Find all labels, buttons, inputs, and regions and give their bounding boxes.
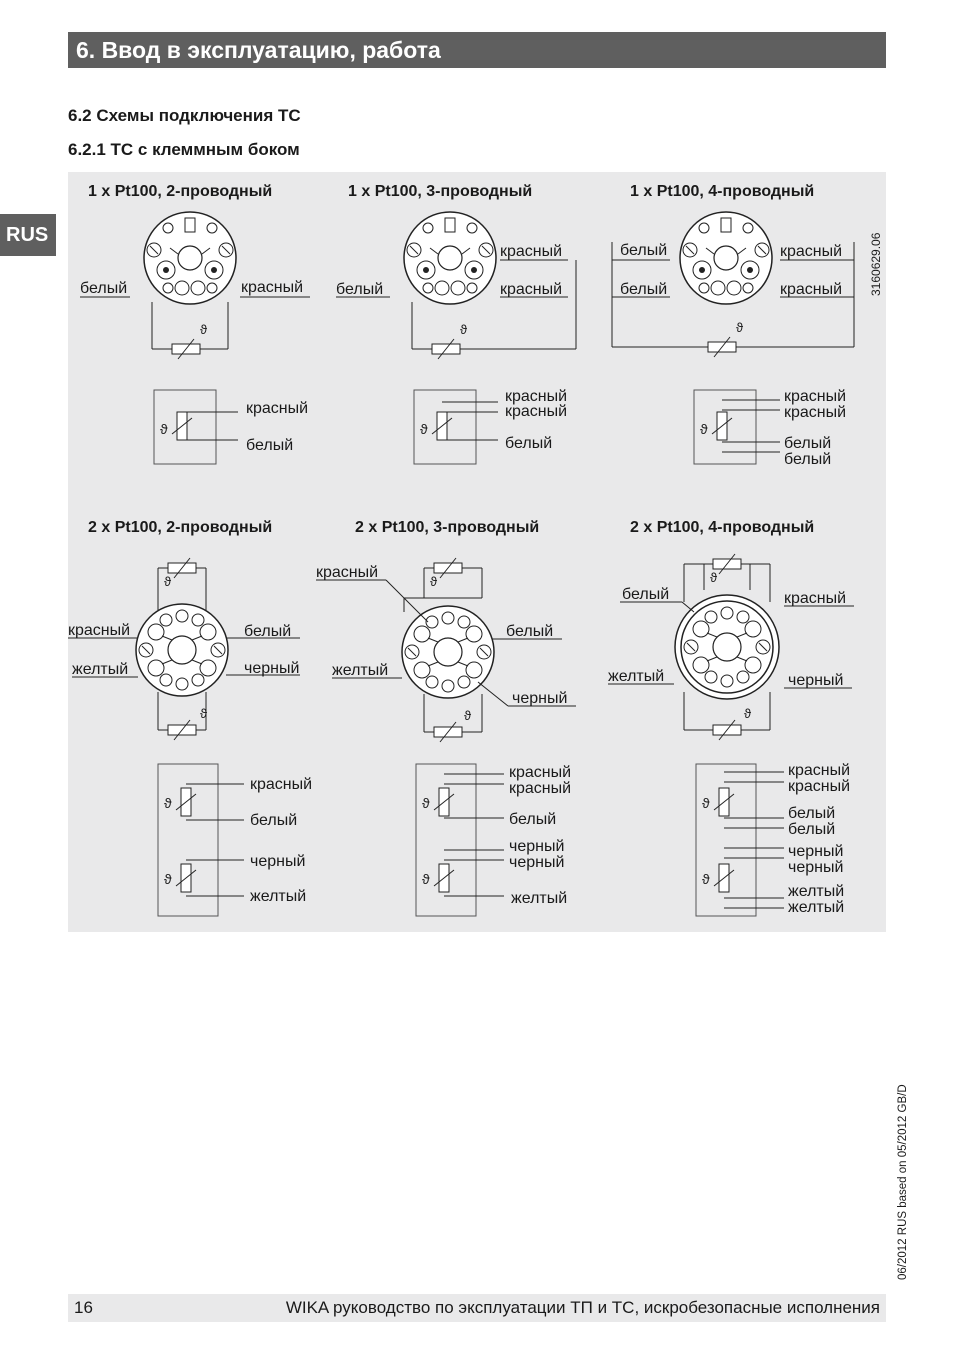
page-footer (68, 1294, 886, 1322)
theta-symbol: ϑ (164, 574, 172, 589)
theta-symbol: ϑ (164, 795, 172, 811)
sch-label: желтый (788, 899, 845, 916)
label: белый (622, 586, 670, 603)
footer-text: WIKA руководство по эксплуатации ТП и ТС, искробезопасные исполнения (285, 1298, 880, 1317)
subsection-heading: 6.2.1 ТС с клеммным боком (68, 140, 300, 159)
label: белый (620, 281, 668, 298)
sch-label: желтый (250, 888, 307, 905)
sch-label: красный (509, 764, 572, 781)
theta-symbol: ϑ (200, 322, 208, 337)
sch-label: черный (788, 859, 844, 876)
theta-symbol: ϑ (160, 421, 168, 437)
section-heading: 6.2 Схемы подключения ТС (68, 106, 301, 125)
sch-label: красный (505, 403, 568, 420)
sch-label: белый (250, 812, 298, 829)
diagram-title-2: 1 x Pt100, 3-проводный (348, 183, 533, 200)
language-tab (0, 214, 56, 256)
label: желтый (72, 661, 129, 678)
sch-label: черный (509, 854, 565, 871)
theta-symbol: ϑ (702, 795, 710, 811)
diagram-title-1: 1 x Pt100, 2-проводный (88, 183, 273, 200)
sch-label: желтый (788, 883, 845, 900)
theta-symbol: ϑ (430, 574, 438, 589)
sch-label: белый (784, 451, 832, 468)
sch-label: белый (788, 821, 836, 838)
label: белый (336, 281, 384, 298)
sch-label: черный (250, 853, 306, 870)
diagram-title-6: 2 x Pt100, 4-проводный (630, 519, 815, 536)
diagram-2x3w (316, 558, 576, 916)
sch-label: красный (509, 780, 572, 797)
theta-symbol: ϑ (736, 320, 744, 335)
label: красный (780, 281, 843, 298)
label: желтый (608, 668, 665, 685)
page-number: 16 (74, 1298, 93, 1317)
label-white: белый (80, 280, 128, 297)
sch-label: красный (788, 778, 851, 795)
theta-symbol: ϑ (200, 706, 208, 721)
sch-label: красный (250, 776, 313, 793)
sch-label: белый (784, 435, 832, 452)
diagram-title-5: 2 x Pt100, 3-проводный (355, 519, 540, 536)
revision-note: 06/2012 RUS based on 05/2012 GB/D (897, 1084, 909, 1280)
wiring-diagrams-panel (68, 172, 886, 932)
language-label: RUS (6, 224, 49, 246)
wiring-diagrams (68, 172, 886, 932)
theta-symbol: ϑ (422, 795, 430, 811)
label: белый (620, 242, 668, 259)
diagram-title-3: 1 x Pt100, 4-проводный (630, 183, 815, 200)
label: красный (780, 243, 843, 260)
sch-label: белый (788, 805, 836, 822)
sch-label: белый (509, 811, 557, 828)
label: красный (784, 590, 847, 607)
sch-label: красный (788, 762, 851, 779)
sch-label: белый (246, 437, 294, 454)
sch-label: красный (505, 388, 568, 405)
theta-symbol: ϑ (464, 708, 472, 723)
sch-label: белый (505, 435, 553, 452)
theta-symbol: ϑ (420, 421, 428, 437)
theta-symbol: ϑ (422, 871, 430, 887)
chapter-title-bar (68, 32, 886, 68)
label: черный (512, 690, 568, 707)
label: белый (506, 623, 554, 640)
sch-label: красный (246, 400, 309, 417)
sch-label: черный (788, 843, 844, 860)
diagram-title-4: 2 x Pt100, 2-проводный (88, 519, 273, 536)
theta-symbol: ϑ (710, 570, 718, 585)
label: красный (68, 622, 131, 639)
diagram-1x3w (336, 212, 576, 464)
sch-label: красный (784, 404, 847, 421)
label: желтый (332, 662, 389, 679)
diagram-2x4w (608, 554, 854, 916)
label: красный (316, 564, 379, 581)
diagram-1x2w (80, 212, 310, 464)
theta-symbol: ϑ (164, 871, 172, 887)
diagram-1x4w (612, 212, 854, 468)
theta-symbol: ϑ (702, 871, 710, 887)
label: черный (788, 672, 844, 689)
chapter-title: 6. Ввод в эксплуатацию, работа (76, 37, 441, 63)
label-red: красный (241, 279, 304, 296)
theta-symbol: ϑ (744, 706, 752, 721)
theta-symbol: ϑ (460, 322, 468, 337)
label: красный (500, 243, 563, 260)
sch-label: красный (784, 388, 847, 405)
sch-label: желтый (511, 890, 568, 907)
drawing-code: 3160629.06 (869, 232, 883, 296)
label: черный (244, 660, 300, 677)
diagram-2x2w (68, 558, 312, 916)
label: красный (500, 281, 563, 298)
sch-label: черный (509, 838, 565, 855)
label: белый (244, 623, 292, 640)
theta-symbol: ϑ (700, 421, 708, 437)
